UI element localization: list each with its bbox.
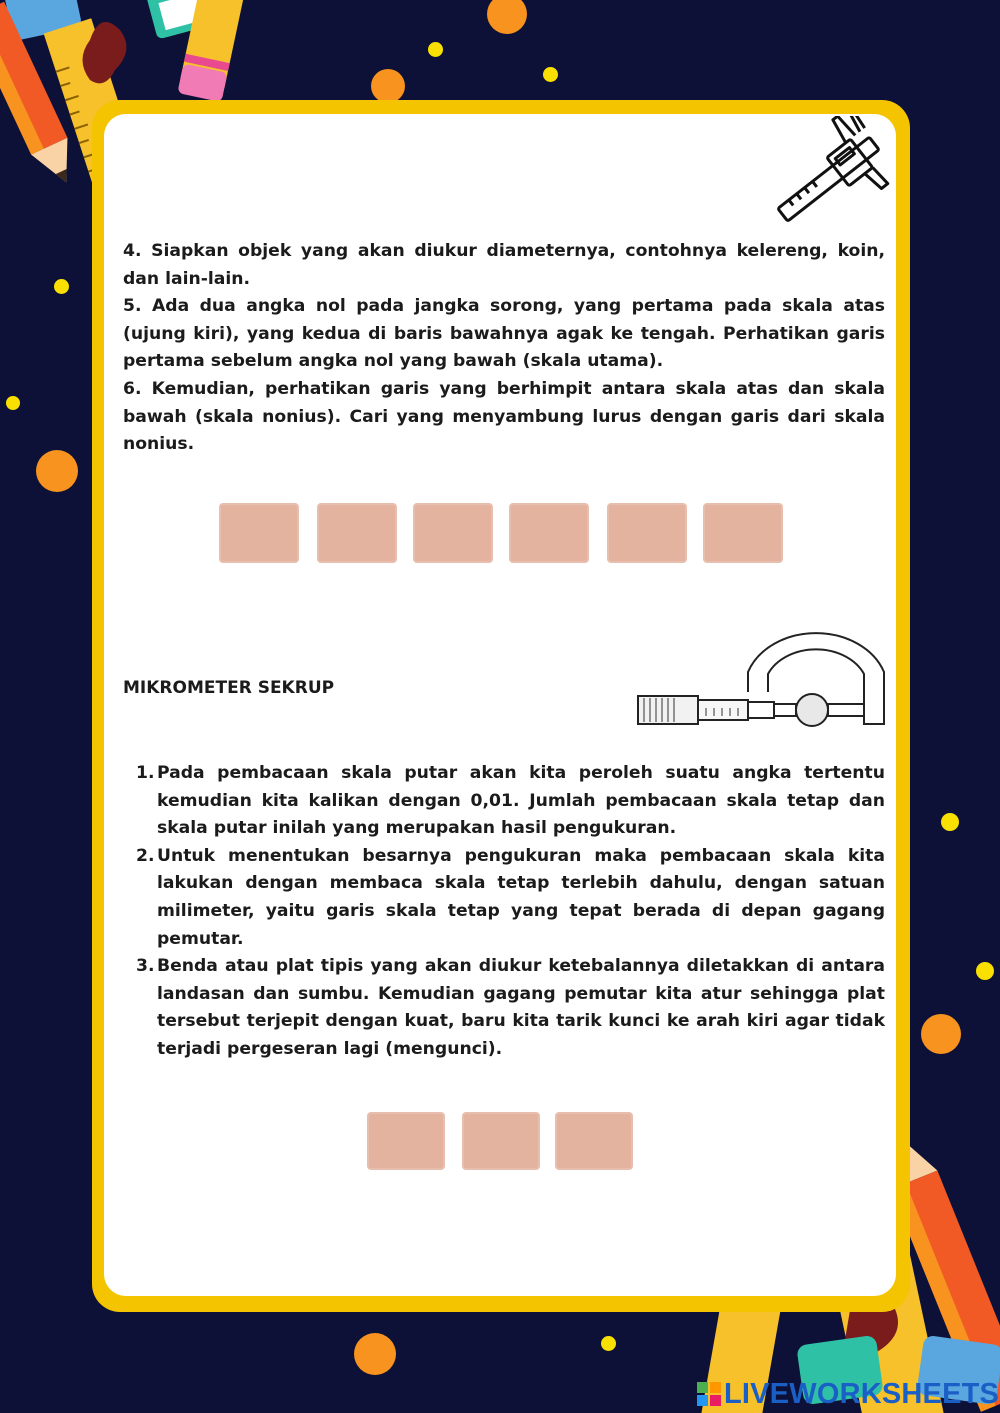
confetti-dot <box>371 69 405 103</box>
confetti-dot <box>941 813 959 831</box>
step-6 <box>123 376 885 459</box>
step-number: 6. <box>123 378 142 399</box>
answer-box[interactable] <box>464 1114 538 1168</box>
micrometer-step-2 <box>123 843 885 953</box>
calipers-steps <box>123 238 885 459</box>
answer-box[interactable] <box>369 1114 443 1168</box>
confetti-dot <box>921 1014 961 1054</box>
confetti-dot <box>487 0 527 34</box>
list-number: 1. <box>136 763 155 783</box>
step-number: 5. <box>123 296 142 317</box>
confetti-dot <box>543 67 558 82</box>
list-text: Untuk menentukan besarnya pengukuran maka pembacaan skala kita lakukan dengan membaca skala tetap terlebih dahulu, dengan satuan milimeter, yaitu garis skala tetap yang tepat berada di depan gagang pemutar. <box>157 845 885 949</box>
list-text: Benda atau plat tipis yang akan diukur ketebalannya diletakkan di antara landasan dan sumbu. Kemudian gagang pemutar kita atur sehingga plat tersebut terjepit dengan kuat, baru kita tarik kunci ke arah kiri agar tidak terjadi pergeseran lagi (mengunci). <box>157 956 885 1059</box>
watermark-logo-icon <box>697 1382 721 1406</box>
watermark: LIVEWORKSHEETS <box>724 1378 1000 1410</box>
micrometer-step-3 <box>123 953 885 1063</box>
micrometer-steps <box>123 760 885 1064</box>
step-text: Kemudian, perhatikan garis yang berhimpit antara skala atas dan skala bawah (skala nonius). Cari yang menyambung lurus dengan garis dari skala nonius. <box>123 378 885 455</box>
answer-box[interactable] <box>319 505 395 561</box>
answer-box[interactable] <box>511 505 587 561</box>
step-text: Ada dua angka nol pada jangka sorong, yang pertama pada skala atas (ujung kiri), yang kedua di baris bawahnya agak ke tengah. Perhatikan garis pertama sebelum angka nol yang bawah (skala utama). <box>123 296 886 372</box>
step-5 <box>123 293 885 376</box>
section-title: MIKROMETER SEKRUP <box>123 678 335 698</box>
step-number: 4. <box>123 241 142 261</box>
answer-box[interactable] <box>705 505 781 561</box>
confetti-dot <box>54 279 69 294</box>
list-text: Pada pembacaan skala putar akan kita peroleh suatu angka tertentu kemudian kita kalikan dengan 0,01. Jumlah pembacaan skala tetap dan skala putar inilah yang merupakan hasil pengukuran. <box>157 763 885 839</box>
list-number: 2. <box>136 845 155 866</box>
confetti-dot <box>6 396 20 410</box>
micrometer-step-1 <box>123 760 885 843</box>
confetti-dot <box>976 962 994 980</box>
answer-box[interactable] <box>415 505 491 561</box>
step-text: Siapkan objek yang akan diukur diameternya, contohnya kelereng, koin, dan lain-lain. <box>123 241 885 289</box>
step-4 <box>123 238 885 293</box>
confetti-dot <box>601 1336 616 1351</box>
micrometer-illustration <box>636 612 890 730</box>
answer-box[interactable] <box>609 505 685 561</box>
answer-box[interactable] <box>557 1114 631 1168</box>
confetti-dot <box>428 42 443 57</box>
answer-box[interactable] <box>221 505 297 561</box>
list-number: 3. <box>136 956 155 977</box>
confetti-dot <box>354 1333 396 1375</box>
caliper-icon <box>762 116 890 236</box>
confetti-dot <box>36 450 78 492</box>
